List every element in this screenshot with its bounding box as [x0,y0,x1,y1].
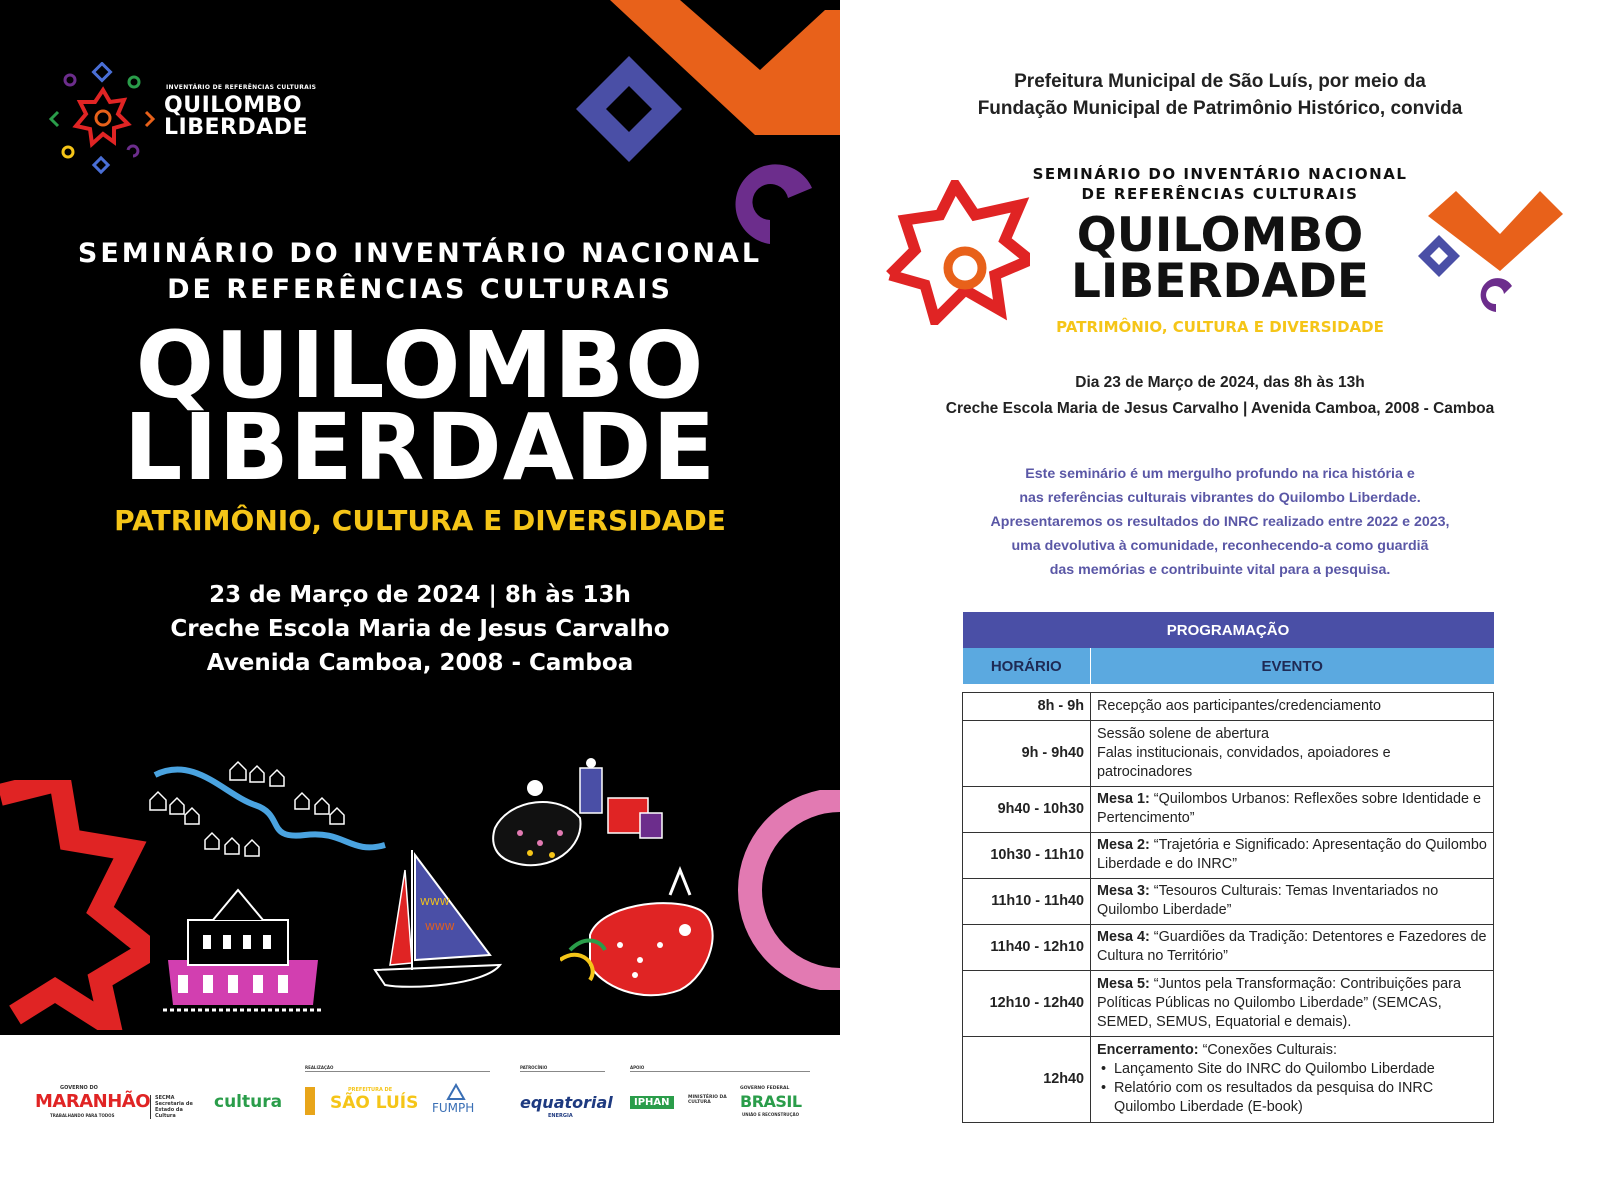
row-event [1091,970,1494,1036]
row-event-line2: Falas institucionais, convidados, apoiadores e patrocinadores [1097,744,1391,780]
row-time: 11h40 - 12h10 [963,924,1091,970]
intro-line2: Fundação Municipal de Patrimônio Histórico, convida [977,98,1463,119]
row-event-text: “Guardiões da Tradição: Detentores e Fazedores de Cultura no Território” [1097,929,1487,964]
maranhao-top-text: GOVERNO DO [60,1085,98,1091]
row-event [1091,720,1494,786]
fumph-emblem-icon [446,1083,466,1101]
description-line5: das memórias e contribuinte vital para a pesquisa. [1049,562,1391,578]
row-event-label: Encerramento: [1097,1042,1199,1058]
closing-bullet-2: • Relatório com os resultados da pesquisa do INRC Quilombo Liberdade (E-book) [1097,1079,1487,1117]
realizacao-label: REALIZAÇÃO [305,1065,334,1070]
cultura-logo: cultura [214,1092,283,1112]
sao-luis-logo: SÃO LUÍS [330,1093,419,1113]
row-time: 12h10 - 12h40 [963,970,1091,1036]
row-event-text: “Trajetória e Significado: Apresentação do Quilombo Liberdade e do INRC” [1097,837,1487,872]
poster-subtitle: PATRIMÔNIO, CULTURA E DIVERSIDADE [114,504,726,537]
blue-diamond-shape [576,56,682,162]
sao-luis-top-text: PREFEITURA DE [348,1087,393,1093]
svg-text:WWW: WWW [420,897,450,908]
sailboat-illustration [370,845,510,1005]
invitation-page [840,0,1600,1187]
iphan-logo: IPHAN [630,1096,674,1109]
intro-line1: Prefeitura Municipal de São Luís, por meio da [1014,71,1426,92]
table-row [963,720,1494,786]
closing-bullet-1: • Lançamento Site do INRC do Quilombo Liberdade [1097,1060,1487,1079]
apoio-divider [630,1071,810,1072]
bumba-ox-illustration [560,865,730,1005]
right-date-line: Dia 23 de Março de 2024, das 8h às 13h [1075,374,1365,391]
logo-title-line1: QUILOMBO [164,93,303,118]
table-row [963,924,1494,970]
program-spacer-row [963,684,1494,692]
row-event-label: Mesa 1: [1097,791,1150,807]
right-seminar-line1: SEMINÁRIO DO INVENTÁRIO NACIONAL [1032,165,1408,183]
row-event-label: Mesa 3: [1097,883,1150,899]
row-time: 8h - 9h [963,692,1091,720]
column-header-event: EVENTO [1091,648,1494,684]
program-table [962,612,1494,1123]
poster-title-line2: LIBERDADE [123,394,717,501]
row-event [1091,878,1494,924]
table-row [963,878,1494,924]
table-row [963,832,1494,878]
row-event-line1: Sessão solene de abertura [1097,725,1270,742]
row-event-text: “Quilombos Urbanos: Reflexões sobre Identidade e Pertencimento” [1097,791,1481,826]
row-event-label-line [1097,1041,1487,1060]
apoio-label: APOIO [630,1065,645,1070]
quilombo-star-emblem-icon [48,62,158,177]
right-title-line1: QUILOMBO [1076,208,1364,263]
dancers-illustration [490,758,675,878]
equatorial-logo: equatorial [520,1093,613,1112]
right-subtitle: PATRIMÔNIO, CULTURA E DIVERSIDADE [1056,318,1384,336]
row-time: 10h30 - 11h10 [963,832,1091,878]
pink-arc-shape [735,790,840,990]
row-event [1091,832,1494,878]
row-event-text: “Tesouros Culturais: Temas Inventariados no Quilombo Liberdade” [1097,883,1439,918]
sponsors-strip [0,1035,840,1187]
sao-luis-flag-icon [305,1087,315,1115]
maranhao-logo: MARANHÃO [35,1091,150,1112]
program-header-row [963,648,1494,684]
row-event: Recepção aos participantes/credenciamento [1091,692,1494,720]
fumph-logo: FUMPH [432,1101,475,1115]
governo-federal-text: GOVERNO FEDERAL [740,1086,790,1091]
red-zigzag-star-shape [0,780,150,1030]
poster-title-line1: QUILOMBO [135,312,705,419]
brasil-tagline: UNIÃO E RECONSTRUÇÃO [742,1112,799,1117]
poster-date-line: 23 de Março de 2024 | 8h às 13h [209,582,631,608]
table-row [963,692,1494,720]
river-houses-illustration [145,755,395,875]
row-event-label: Mesa 2: [1097,837,1150,853]
table-row [963,970,1494,1036]
poster-seminar-line2: DE REFERÊNCIAS CULTURAIS [167,274,673,305]
program-title: PROGRAMAÇÃO [963,612,1494,648]
row-event [1091,924,1494,970]
description-line3: Apresentaremos os resultados do INRC realizado entre 2022 e 2023, [990,514,1450,530]
poster-seminar-line1: SEMINÁRIO DO INVENTÁRIO NACIONAL [77,238,763,269]
ministerio-cultura-text: MINISTÉRIO DA CULTURA [688,1095,727,1105]
colonial-building-illustration [158,880,328,1015]
row-time: 12h40 [963,1036,1091,1122]
equatorial-energia-text: ENERGIA [548,1113,573,1119]
logo-inventory-label: INVENTÁRIO DE REFERÊNCIAS CULTURAIS [166,84,317,91]
description-line1: Este seminário é um mergulho profundo na rica história e [1025,466,1415,482]
right-venue-line: Creche Escola Maria de Jesus Carvalho | Avenida Camboa, 2008 - Camboa [945,400,1495,417]
row-event-label: Mesa 5: [1097,975,1150,992]
table-row [963,1036,1494,1122]
poster-address-line: Avenida Camboa, 2008 - Camboa [206,650,634,676]
column-header-time: HORÁRIO [963,648,1091,684]
row-event-text: “Conexões Culturais: [1198,1042,1337,1058]
row-time: 11h10 - 11h40 [963,878,1091,924]
description-line4: uma devolutiva à comunidade, reconhecendo-a como guardiã [1011,538,1429,554]
svg-text:WWW: WWW [425,922,455,933]
row-event-text: “Juntos pela Transformação: Contribuições para Políticas Públicas no Quilombo Liberdade” (SEMCAS, SEMED, SEMUS, Equatorial e demais). [1097,975,1461,1030]
maranhao-tagline: TRABALHANDO PARA TODOS [50,1113,115,1118]
right-title-line2: LIBERDADE [1070,254,1370,309]
program-title-row [963,612,1494,648]
row-event-label: Mesa 4: [1097,929,1150,945]
row-event [1091,786,1494,832]
secma-logo: SECMA Secretaria de Estado da Cultura [150,1095,205,1119]
table-row [963,786,1494,832]
description-line2: nas referências culturais vibrantes do Quilombo Liberdade. [1019,490,1421,506]
row-time: 9h - 9h40 [963,720,1091,786]
purple-arc-shape [730,158,822,250]
poster-venue-line: Creche Escola Maria de Jesus Carvalho [170,616,670,642]
row-time: 9h40 - 10h30 [963,786,1091,832]
row-event [1091,1036,1494,1122]
right-seminar-line2: DE REFERÊNCIAS CULTURAIS [1081,185,1359,203]
brasil-logo: BRASIL [740,1092,802,1111]
patrocinio-divider [520,1071,605,1072]
patrocinio-label: PATROCÍNIO [520,1065,548,1070]
quilombo-logo [48,62,338,182]
logo-title-line2: LIBERDADE [164,115,309,140]
realizacao-divider [305,1071,490,1072]
event-poster [0,0,840,1035]
